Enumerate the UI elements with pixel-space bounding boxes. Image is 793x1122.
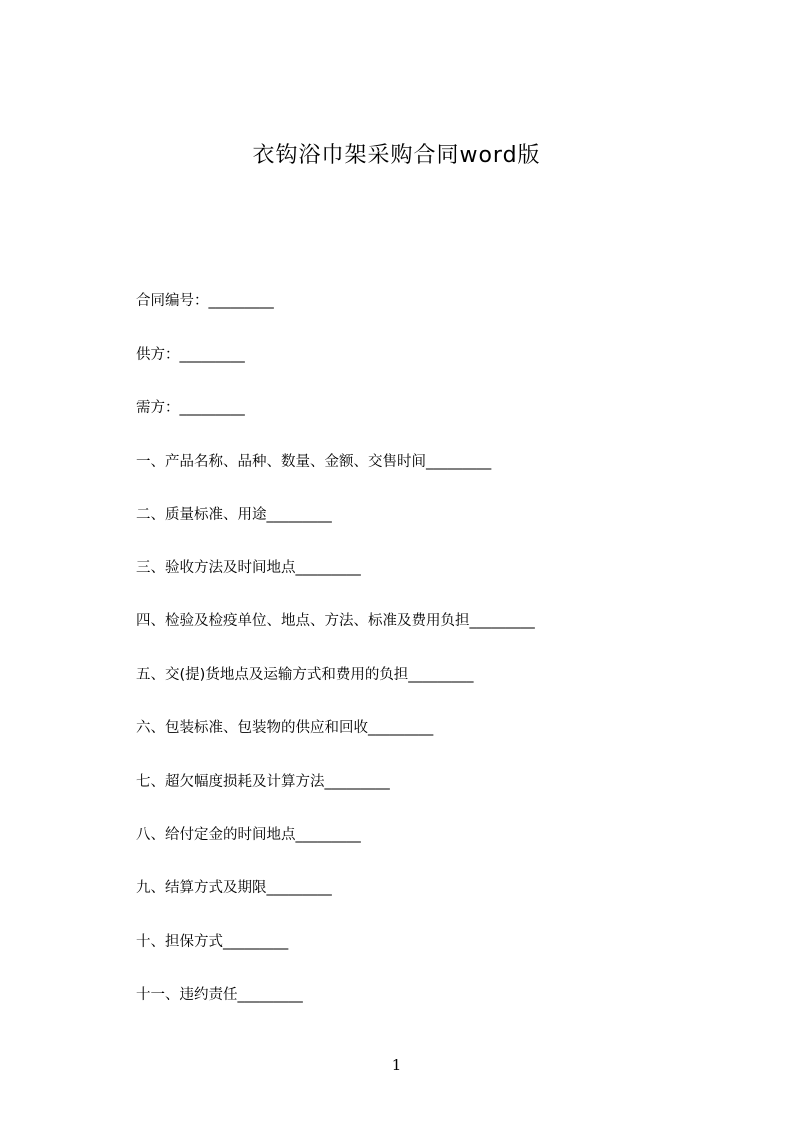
clause-3: 三、验收方法及时间地点_________ [136, 560, 361, 576]
clause-2: 二、质量标准、用途_________ [136, 507, 332, 523]
clause-10: 十、担保方式_________ [136, 934, 289, 950]
clause-5: 五、交(提)货地点及运输方式和费用的负担_________ [136, 667, 474, 683]
document-title: 衣钩浴巾架采购合同word版 [252, 143, 541, 168]
page-number: 1 [391, 1056, 402, 1074]
clause-8: 八、给付定金的时间地点_________ [136, 827, 361, 843]
clause-4: 四、检验及检疫单位、地点、方法、标准及费用负担_________ [136, 613, 535, 629]
buyer-line: 需方：_________ [136, 400, 245, 416]
contract-number-line: 合同编号：_________ [136, 293, 274, 309]
clause-1: 一、产品名称、品种、数量、金额、交售时间_________ [136, 454, 492, 470]
clause-6: 六、包装标准、包装物的供应和回收_________ [136, 720, 434, 736]
supplier-line: 供方：_________ [136, 347, 245, 363]
clause-11: 十一、违约责任_________ [136, 987, 303, 1003]
clause-7: 七、超欠幅度损耗及计算方法_________ [136, 774, 390, 790]
clause-9: 九、结算方式及期限_________ [136, 880, 332, 896]
